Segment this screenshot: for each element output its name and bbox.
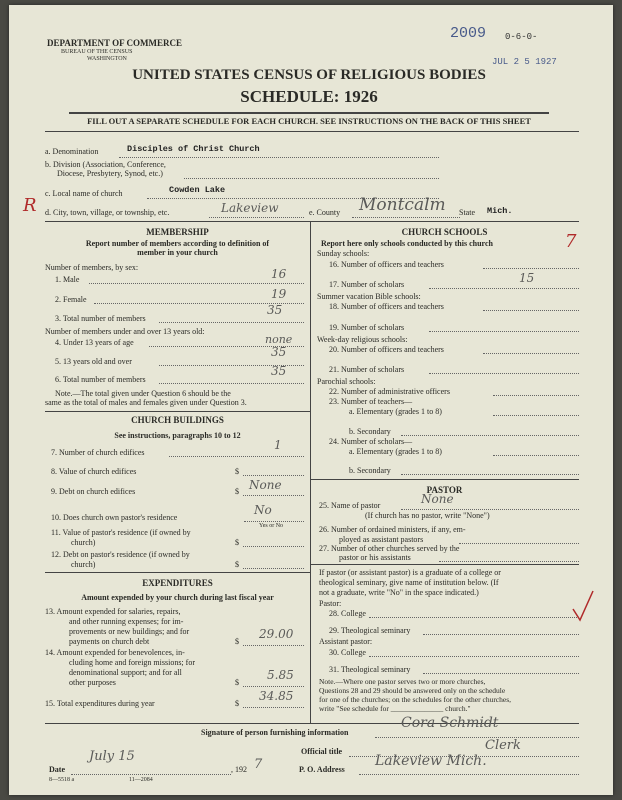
q25-label: 25. Name of pastor bbox=[319, 501, 381, 510]
official-title-value: Clerk bbox=[485, 738, 521, 753]
form-number-2: 11—2084 bbox=[129, 777, 153, 783]
form-number: 8—5518 a bbox=[49, 777, 75, 783]
q26-label: 26. Number of ordained ministers, if any, em- bbox=[319, 525, 466, 534]
q7-label: 7. Number of church edifices bbox=[51, 448, 145, 457]
division-label-2: Diocese, Presbytery, Synod, etc.) bbox=[57, 169, 163, 178]
weekday-schools-label: Week-day religious schools: bbox=[317, 335, 408, 344]
q13-label-2: and other running expenses; for im- bbox=[69, 617, 184, 626]
graduate-note-3: not a graduate, write "No" in the space indicated.) bbox=[319, 588, 479, 597]
q27-label: 27. Number of other churches served by the bbox=[319, 544, 460, 553]
bureau-city: WASHINGTON bbox=[87, 56, 127, 62]
q19-label: 19. Number of scholars bbox=[329, 323, 405, 332]
q23-label: 23. Number of teachers— bbox=[329, 397, 413, 406]
membership-sub-1: Report number of members according to definition of bbox=[85, 239, 270, 248]
q13-label: 13. Amount expended for salaries, repairs, bbox=[45, 607, 181, 616]
q25-note: (If church has no pastor, write "None") bbox=[365, 511, 490, 520]
division-label: b. Division (Association, Conference, bbox=[45, 160, 166, 169]
q16-label: 16. Number of officers and teachers bbox=[329, 260, 444, 269]
q9-value: None bbox=[249, 478, 282, 492]
q15-value: 34.85 bbox=[259, 689, 294, 703]
q28-label: 28. College bbox=[329, 609, 366, 618]
expenditures-sub: Amount expended by your church during last fiscal year bbox=[81, 593, 274, 602]
q3-label: 3. Total number of members bbox=[55, 314, 146, 323]
q7-value: 1 bbox=[274, 438, 282, 452]
summer-schools-label: Summer vacation Bible schools: bbox=[317, 292, 421, 301]
q31-label: 31. Theological seminary bbox=[329, 665, 411, 674]
graduate-note-2: theological seminary, give name of institution below. (If bbox=[319, 578, 499, 587]
q24b-label: b. Secondary bbox=[349, 466, 391, 475]
red-r-mark: R bbox=[23, 195, 37, 216]
city-label: d. City, town, village, or township, etc. bbox=[45, 208, 170, 217]
pastor-subhead: Pastor: bbox=[319, 599, 342, 608]
pastor-note-3: for one of the churches; on the schedules for the other churches, bbox=[319, 695, 512, 704]
county-label: e. County bbox=[309, 208, 341, 217]
q10-value: No bbox=[254, 503, 272, 517]
denomination-value: Disciples of Christ Church bbox=[127, 144, 260, 154]
po-address-label: P. O. Address bbox=[299, 765, 345, 774]
instructions-line: FILL OUT A SEPARATE SCHEDULE FOR EACH CHURCH. SEE INSTRUCTIONS ON THE BACK OF THIS SHEET bbox=[87, 116, 531, 126]
q12-dollar: $ bbox=[235, 560, 239, 569]
q27-label-2: pastor or his assistants bbox=[339, 553, 411, 562]
assistant-pastor-subhead: Assistant pastor: bbox=[319, 637, 373, 646]
county-value: Montcalm bbox=[359, 195, 446, 215]
q9-dollar: $ bbox=[235, 487, 239, 496]
membership-note-2: same as the total of males and females given under Question 3. bbox=[45, 398, 247, 407]
q26-label-2: ployed as assistant pastors bbox=[339, 535, 424, 544]
pastor-note-4: write "See schedule for ______________ church." bbox=[319, 704, 471, 713]
denomination-label: a. Denomination bbox=[45, 147, 99, 156]
q11-dollar: $ bbox=[235, 538, 239, 547]
q4-label: 4. Under 13 years of age bbox=[55, 338, 134, 347]
q3-value: 35 bbox=[267, 303, 283, 317]
sunday-schools-label: Sunday schools: bbox=[317, 249, 370, 258]
date-value: July 15 bbox=[89, 749, 135, 764]
q8-dollar: $ bbox=[235, 467, 239, 476]
q4-value: none bbox=[265, 333, 293, 346]
census-schedule-sheet bbox=[9, 5, 613, 795]
state-label: State bbox=[459, 208, 475, 217]
parochial-schools-label: Parochial schools: bbox=[317, 377, 376, 386]
q5-label: 5. 13 years old and over bbox=[55, 357, 132, 366]
q30-label: 30. College bbox=[329, 648, 366, 657]
q18-label: 18. Number of officers and teachers bbox=[329, 302, 444, 311]
department-name: DEPARTMENT OF COMMERCE bbox=[47, 38, 183, 48]
q16-value: 7 bbox=[565, 231, 577, 252]
q9-label: 9. Debt on church edifices bbox=[51, 487, 136, 496]
pastor-note-2: Questions 28 and 29 should be answered only on the schedule bbox=[319, 686, 506, 695]
q10-label: 10. Does church own pastor's residence bbox=[51, 513, 178, 522]
red-check-icon bbox=[571, 589, 595, 623]
q8-label: 8. Value of church edifices bbox=[51, 467, 137, 476]
schools-sub: Report here only schools conducted by this church bbox=[321, 239, 493, 248]
age-label: Number of members under and over 13 years old: bbox=[45, 327, 205, 336]
expenditures-title: EXPENDITURES bbox=[142, 578, 213, 588]
q17-label: 17. Number of scholars bbox=[329, 280, 405, 289]
q17-value: 15 bbox=[519, 271, 535, 285]
q15-dollar: $ bbox=[235, 699, 239, 708]
membership-sub-2: member in your church bbox=[137, 248, 218, 257]
date-label: Date bbox=[49, 765, 65, 774]
po-address-value: Lakeview Mich. bbox=[375, 753, 487, 769]
q25-value: None bbox=[421, 492, 454, 506]
q21-label: 21. Number of scholars bbox=[329, 365, 405, 374]
pastor-note-1: Note.—Where one pastor serves two or more churches, bbox=[319, 677, 486, 686]
q2-value: 19 bbox=[271, 287, 287, 301]
city-value: Lakeview bbox=[221, 201, 279, 215]
signature-value: Cora Schmidt bbox=[401, 715, 499, 731]
q13-label-3: provements or new buildings; and for bbox=[69, 627, 190, 636]
q14-label: 14. Amount expended for benevolences, in- bbox=[45, 648, 185, 657]
q22-label: 22. Number of administrative officers bbox=[329, 387, 450, 396]
q1-value: 16 bbox=[271, 267, 287, 281]
church-name-value: Cowden Lake bbox=[169, 185, 226, 195]
buildings-sub: See instructions, paragraphs 10 to 12 bbox=[114, 431, 241, 440]
q6-label: 6. Total number of members bbox=[55, 375, 146, 384]
q14-dollar: $ bbox=[235, 678, 239, 687]
bureau-name: BUREAU OF THE CENSUS bbox=[61, 49, 133, 55]
year-prefix: , 192 bbox=[231, 765, 247, 774]
graduate-note-1: If pastor (or assistant pastor) is a graduate of a college or bbox=[319, 568, 501, 577]
q5-value: 35 bbox=[271, 345, 287, 359]
q14-label-4: other purposes bbox=[69, 678, 116, 687]
q14-value: 5.85 bbox=[267, 668, 294, 682]
pastor-title: PASTOR bbox=[426, 485, 463, 495]
q14-label-3: denominational support; and for all bbox=[69, 668, 182, 677]
q2-label: 2. Female bbox=[55, 295, 87, 304]
buildings-title: CHURCH BUILDINGS bbox=[131, 415, 224, 425]
year-value: 7 bbox=[254, 757, 263, 772]
q29-label: 29. Theological seminary bbox=[329, 626, 411, 635]
membership-note-1: Note.—The total given under Question 6 should be the bbox=[55, 389, 231, 398]
q24-label: 24. Number of scholars— bbox=[329, 437, 413, 446]
q23a-label: a. Elementary (grades 1 to 8) bbox=[349, 407, 442, 416]
form-title: UNITED STATES CENSUS OF RELIGIOUS BODIES bbox=[132, 67, 486, 83]
members-by-sex-label: Number of members, by sex: bbox=[45, 263, 139, 272]
membership-title: MEMBERSHIP bbox=[146, 227, 209, 237]
q23b-label: b. Secondary bbox=[349, 427, 391, 436]
schedule-title: SCHEDULE: 1926 bbox=[240, 87, 378, 106]
q1-label: 1. Male bbox=[55, 275, 80, 284]
q13-label-4: payments on church debt bbox=[69, 637, 150, 646]
q20-label: 20. Number of officers and teachers bbox=[329, 345, 444, 354]
schools-title: CHURCH SCHOOLS bbox=[401, 227, 488, 237]
q13-value: 29.00 bbox=[259, 627, 294, 641]
yes-or-no-hint: Yes or No bbox=[259, 523, 284, 529]
stamp-number: 2009 bbox=[450, 25, 487, 42]
signature-label: Signature of person furnishing information bbox=[201, 728, 349, 737]
stamp-code: 0-6-0- bbox=[505, 32, 538, 42]
q12-label-2: church) bbox=[71, 560, 96, 569]
q15-label: 15. Total expenditures during year bbox=[45, 699, 155, 708]
q13-dollar: $ bbox=[235, 637, 239, 646]
q11-label: 11. Value of pastor's residence (if owned by bbox=[51, 528, 191, 537]
church-name-label: c. Local name of church bbox=[45, 189, 123, 198]
q11-label-2: church) bbox=[71, 538, 96, 547]
q12-label: 12. Debt on pastor's residence (if owned by bbox=[51, 550, 190, 559]
received-date-stamp: JUL 2 5 1927 bbox=[492, 57, 557, 67]
official-title-label: Official title bbox=[301, 747, 343, 756]
state-value: Mich. bbox=[487, 206, 513, 216]
q24a-label: a. Elementary (grades 1 to 8) bbox=[349, 447, 442, 456]
q6-value: 35 bbox=[271, 364, 287, 378]
q14-label-2: cluding home and foreign missions; for bbox=[69, 658, 195, 667]
